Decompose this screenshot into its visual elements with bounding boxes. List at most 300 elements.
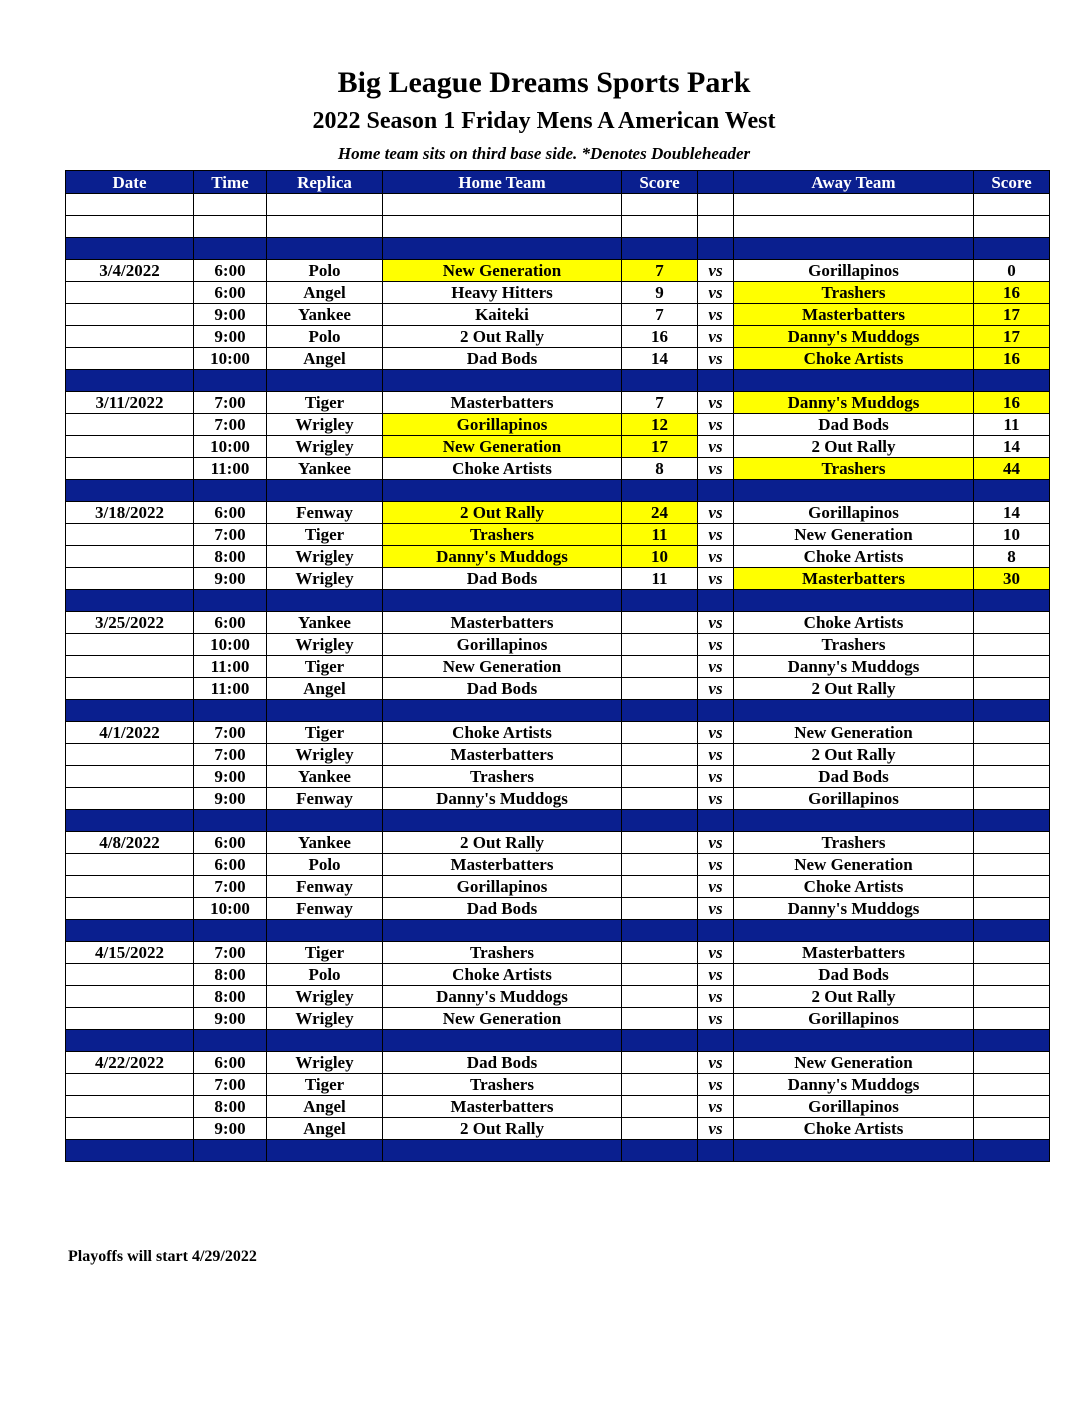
away-score: 44 [974, 458, 1050, 480]
home-team: Masterbatters [383, 392, 622, 414]
home-team: Heavy Hitters [383, 282, 622, 304]
game-time: 9:00 [194, 1008, 267, 1030]
game-field: Wrigley [267, 1008, 383, 1030]
vs-label: vs [698, 766, 734, 788]
col-away-team: Away Team [734, 171, 974, 194]
game-date [66, 458, 194, 480]
week-separator [66, 1030, 1050, 1052]
away-score: 16 [974, 348, 1050, 370]
away-score [974, 1118, 1050, 1140]
away-score: 14 [974, 436, 1050, 458]
home-score [622, 964, 698, 986]
home-score [622, 1096, 698, 1118]
vs-label: vs [698, 744, 734, 766]
game-field: Angel [267, 282, 383, 304]
vs-label: vs [698, 678, 734, 700]
game-time: 6:00 [194, 854, 267, 876]
col-time: Time [194, 171, 267, 194]
vs-label: vs [698, 942, 734, 964]
home-team: Dad Bods [383, 1052, 622, 1074]
away-score [974, 612, 1050, 634]
game-time: 9:00 [194, 766, 267, 788]
game-row [66, 722, 1050, 744]
game-time: 6:00 [194, 1052, 267, 1074]
away-score [974, 656, 1050, 678]
schedule-table [65, 170, 1050, 1162]
game-date [66, 568, 194, 590]
home-team: Gorillapinos [383, 876, 622, 898]
game-time: 11:00 [194, 656, 267, 678]
home-team: Gorillapinos [383, 634, 622, 656]
home-score [622, 656, 698, 678]
home-team: Dad Bods [383, 898, 622, 920]
game-time: 7:00 [194, 392, 267, 414]
vs-label: vs [698, 458, 734, 480]
away-team: Choke Artists [734, 612, 974, 634]
home-team: Danny's Muddogs [383, 986, 622, 1008]
home-team: Kaiteki [383, 304, 622, 326]
away-team: Dad Bods [734, 964, 974, 986]
vs-label: vs [698, 326, 734, 348]
home-score [622, 634, 698, 656]
away-team: Danny's Muddogs [734, 656, 974, 678]
game-date [66, 326, 194, 348]
game-field: Angel [267, 1096, 383, 1118]
blank-row [66, 216, 1050, 238]
vs-label: vs [698, 986, 734, 1008]
home-team: Trashers [383, 766, 622, 788]
vs-label: vs [698, 964, 734, 986]
game-date [66, 634, 194, 656]
game-field: Yankee [267, 832, 383, 854]
home-team: Masterbatters [383, 612, 622, 634]
game-date [66, 678, 194, 700]
away-score [974, 722, 1050, 744]
game-time: 10:00 [194, 348, 267, 370]
vs-label: vs [698, 722, 734, 744]
game-row [66, 348, 1050, 370]
game-date [66, 788, 194, 810]
col-away-score: Score [974, 171, 1050, 194]
away-score: 11 [974, 414, 1050, 436]
game-row [66, 1096, 1050, 1118]
game-date: 4/22/2022 [66, 1052, 194, 1074]
home-score [622, 678, 698, 700]
game-row [66, 898, 1050, 920]
col-replica: Replica [267, 171, 383, 194]
game-row [66, 832, 1050, 854]
game-field: Yankee [267, 612, 383, 634]
game-field: Tiger [267, 722, 383, 744]
vs-label: vs [698, 876, 734, 898]
game-date [66, 876, 194, 898]
home-score [622, 854, 698, 876]
away-score: 30 [974, 568, 1050, 590]
home-score [622, 788, 698, 810]
home-team: 2 Out Rally [383, 326, 622, 348]
game-date [66, 766, 194, 788]
schedule-note: Home team sits on third base side. *Denotes Doubleheader [337, 144, 751, 163]
away-team: Choke Artists [734, 876, 974, 898]
away-team: Danny's Muddogs [734, 898, 974, 920]
game-row [66, 766, 1050, 788]
game-field: Polo [267, 964, 383, 986]
game-field: Wrigley [267, 744, 383, 766]
away-team: Dad Bods [734, 766, 974, 788]
game-date: 3/11/2022 [66, 392, 194, 414]
game-row [66, 260, 1050, 282]
home-team: Choke Artists [383, 722, 622, 744]
vs-label: vs [698, 304, 734, 326]
game-row [66, 458, 1050, 480]
game-time: 6:00 [194, 612, 267, 634]
week-separator [66, 1140, 1050, 1162]
vs-label: vs [698, 392, 734, 414]
away-score [974, 678, 1050, 700]
game-field: Angel [267, 678, 383, 700]
home-score: 14 [622, 348, 698, 370]
game-date: 4/15/2022 [66, 942, 194, 964]
away-score [974, 1096, 1050, 1118]
away-score [974, 1008, 1050, 1030]
away-score [974, 876, 1050, 898]
game-row [66, 634, 1050, 656]
home-team: Trashers [383, 942, 622, 964]
vs-label: vs [698, 524, 734, 546]
game-time: 8:00 [194, 964, 267, 986]
home-team: Gorillapinos [383, 414, 622, 436]
away-team: Trashers [734, 832, 974, 854]
home-score: 7 [622, 260, 698, 282]
game-field: Fenway [267, 876, 383, 898]
home-score: 11 [622, 524, 698, 546]
game-time: 6:00 [194, 282, 267, 304]
col-home-team: Home Team [383, 171, 622, 194]
away-score [974, 1074, 1050, 1096]
week-separator [66, 370, 1050, 392]
game-date [66, 436, 194, 458]
page-title: Big League Dreams Sports Park [337, 66, 751, 99]
away-score [974, 942, 1050, 964]
game-row [66, 502, 1050, 524]
vs-label: vs [698, 1074, 734, 1096]
vs-label: vs [698, 1096, 734, 1118]
vs-label: vs [698, 260, 734, 282]
game-row [66, 612, 1050, 634]
home-score: 12 [622, 414, 698, 436]
game-row [66, 876, 1050, 898]
game-row [66, 788, 1050, 810]
vs-label: vs [698, 414, 734, 436]
schedule-body [66, 194, 1050, 1162]
game-date [66, 656, 194, 678]
home-score [622, 1074, 698, 1096]
away-score: 10 [974, 524, 1050, 546]
vs-label: vs [698, 788, 734, 810]
away-team: Danny's Muddogs [734, 392, 974, 414]
away-team: Gorillapinos [734, 502, 974, 524]
game-row [66, 1118, 1050, 1140]
game-time: 7:00 [194, 722, 267, 744]
vs-label: vs [698, 612, 734, 634]
away-score [974, 1052, 1050, 1074]
game-date [66, 986, 194, 1008]
home-team: Dad Bods [383, 348, 622, 370]
away-team: New Generation [734, 722, 974, 744]
home-team: Dad Bods [383, 678, 622, 700]
vs-label: vs [698, 436, 734, 458]
home-score [622, 1008, 698, 1030]
game-date: 3/25/2022 [66, 612, 194, 634]
game-row [66, 304, 1050, 326]
game-row [66, 414, 1050, 436]
away-team: Danny's Muddogs [734, 326, 974, 348]
game-field: Polo [267, 260, 383, 282]
game-row [66, 854, 1050, 876]
game-time: 7:00 [194, 876, 267, 898]
game-field: Polo [267, 854, 383, 876]
vs-label: vs [698, 502, 734, 524]
away-team: Gorillapinos [734, 788, 974, 810]
vs-label: vs [698, 634, 734, 656]
game-date: 4/1/2022 [66, 722, 194, 744]
home-team: New Generation [383, 656, 622, 678]
away-team: Choke Artists [734, 546, 974, 568]
game-field: Wrigley [267, 414, 383, 436]
game-row [66, 546, 1050, 568]
vs-label: vs [698, 1052, 734, 1074]
home-team: 2 Out Rally [383, 1118, 622, 1140]
away-team: 2 Out Rally [734, 986, 974, 1008]
blank-row [66, 194, 1050, 216]
game-date: 3/4/2022 [66, 260, 194, 282]
game-field: Tiger [267, 656, 383, 678]
away-team: 2 Out Rally [734, 436, 974, 458]
home-score [622, 744, 698, 766]
game-row [66, 1008, 1050, 1030]
away-team: Gorillapinos [734, 1008, 974, 1030]
vs-label: vs [698, 898, 734, 920]
home-score: 9 [622, 282, 698, 304]
game-time: 9:00 [194, 788, 267, 810]
game-date [66, 282, 194, 304]
away-team: Masterbatters [734, 304, 974, 326]
col-vs [698, 171, 734, 194]
game-field: Yankee [267, 304, 383, 326]
vs-label: vs [698, 832, 734, 854]
vs-label: vs [698, 1008, 734, 1030]
game-time: 7:00 [194, 942, 267, 964]
game-field: Fenway [267, 788, 383, 810]
vs-label: vs [698, 348, 734, 370]
away-score: 0 [974, 260, 1050, 282]
game-field: Fenway [267, 502, 383, 524]
away-team: Gorillapinos [734, 260, 974, 282]
home-score: 8 [622, 458, 698, 480]
game-field: Wrigley [267, 546, 383, 568]
away-score [974, 964, 1050, 986]
home-team: Danny's Muddogs [383, 546, 622, 568]
game-time: 6:00 [194, 832, 267, 854]
game-date [66, 304, 194, 326]
away-team: New Generation [734, 854, 974, 876]
game-row [66, 436, 1050, 458]
game-row [66, 744, 1050, 766]
game-time: 8:00 [194, 546, 267, 568]
away-team: Danny's Muddogs [734, 1074, 974, 1096]
home-team: New Generation [383, 436, 622, 458]
game-field: Polo [267, 326, 383, 348]
home-team: Masterbatters [383, 854, 622, 876]
game-date [66, 964, 194, 986]
home-team: 2 Out Rally [383, 502, 622, 524]
home-team: 2 Out Rally [383, 832, 622, 854]
game-row [66, 524, 1050, 546]
away-score [974, 766, 1050, 788]
away-score [974, 986, 1050, 1008]
game-time: 11:00 [194, 678, 267, 700]
home-score: 7 [622, 304, 698, 326]
game-time: 6:00 [194, 502, 267, 524]
game-time: 7:00 [194, 524, 267, 546]
game-time: 7:00 [194, 744, 267, 766]
vs-label: vs [698, 1118, 734, 1140]
home-score: 7 [622, 392, 698, 414]
game-row [66, 942, 1050, 964]
game-field: Wrigley [267, 634, 383, 656]
game-field: Angel [267, 1118, 383, 1140]
away-team: Masterbatters [734, 568, 974, 590]
vs-label: vs [698, 854, 734, 876]
game-time: 10:00 [194, 436, 267, 458]
week-separator [66, 700, 1050, 722]
col-date: Date [66, 171, 194, 194]
away-score: 17 [974, 326, 1050, 348]
week-separator [66, 238, 1050, 260]
game-date [66, 1096, 194, 1118]
game-time: 8:00 [194, 986, 267, 1008]
vs-label: vs [698, 546, 734, 568]
page-subtitle: 2022 Season 1 Friday Mens A American West [312, 108, 776, 134]
game-row [66, 392, 1050, 414]
away-team: Choke Artists [734, 1118, 974, 1140]
home-score [622, 876, 698, 898]
home-score: 24 [622, 502, 698, 524]
game-date [66, 414, 194, 436]
away-team: New Generation [734, 524, 974, 546]
home-score: 16 [622, 326, 698, 348]
away-team: Masterbatters [734, 942, 974, 964]
away-score: 14 [974, 502, 1050, 524]
home-score [622, 766, 698, 788]
week-separator [66, 810, 1050, 832]
game-date: 4/8/2022 [66, 832, 194, 854]
game-row [66, 656, 1050, 678]
vs-label: vs [698, 568, 734, 590]
game-date [66, 1074, 194, 1096]
game-field: Yankee [267, 458, 383, 480]
game-date [66, 854, 194, 876]
away-team: Trashers [734, 634, 974, 656]
game-field: Tiger [267, 1074, 383, 1096]
game-date [66, 348, 194, 370]
away-score [974, 744, 1050, 766]
away-score: 16 [974, 392, 1050, 414]
away-score: 16 [974, 282, 1050, 304]
away-team: Dad Bods [734, 414, 974, 436]
game-row [66, 326, 1050, 348]
game-time: 8:00 [194, 1096, 267, 1118]
home-score: 17 [622, 436, 698, 458]
col-home-score: Score [622, 171, 698, 194]
game-field: Wrigley [267, 568, 383, 590]
away-score: 17 [974, 304, 1050, 326]
away-team: New Generation [734, 1052, 974, 1074]
game-field: Tiger [267, 942, 383, 964]
game-field: Tiger [267, 392, 383, 414]
playoffs-note: Playoffs will start 4/29/2022 [68, 1248, 257, 1265]
away-score [974, 832, 1050, 854]
week-separator [66, 590, 1050, 612]
home-score [622, 722, 698, 744]
home-team: Choke Artists [383, 964, 622, 986]
away-team: Trashers [734, 282, 974, 304]
game-row [66, 678, 1050, 700]
home-team: New Generation [383, 1008, 622, 1030]
game-time: 9:00 [194, 326, 267, 348]
home-team: Masterbatters [383, 744, 622, 766]
away-score: 8 [974, 546, 1050, 568]
game-field: Wrigley [267, 436, 383, 458]
home-score [622, 986, 698, 1008]
vs-label: vs [698, 656, 734, 678]
game-time: 6:00 [194, 260, 267, 282]
game-field: Yankee [267, 766, 383, 788]
game-time: 10:00 [194, 898, 267, 920]
game-field: Wrigley [267, 1052, 383, 1074]
away-team: 2 Out Rally [734, 744, 974, 766]
home-score: 11 [622, 568, 698, 590]
game-field: Tiger [267, 524, 383, 546]
game-row [66, 282, 1050, 304]
game-time: 11:00 [194, 458, 267, 480]
game-date: 3/18/2022 [66, 502, 194, 524]
away-team: Trashers [734, 458, 974, 480]
game-row [66, 964, 1050, 986]
home-score [622, 1118, 698, 1140]
away-score [974, 854, 1050, 876]
game-date [66, 1118, 194, 1140]
away-team: 2 Out Rally [734, 678, 974, 700]
game-time: 9:00 [194, 304, 267, 326]
game-time: 9:00 [194, 1118, 267, 1140]
home-score [622, 832, 698, 854]
game-date [66, 744, 194, 766]
vs-label: vs [698, 282, 734, 304]
home-team: Choke Artists [383, 458, 622, 480]
away-score [974, 898, 1050, 920]
game-time: 9:00 [194, 568, 267, 590]
home-score [622, 942, 698, 964]
game-field: Angel [267, 348, 383, 370]
game-time: 7:00 [194, 1074, 267, 1096]
home-team: Masterbatters [383, 1096, 622, 1118]
game-time: 7:00 [194, 414, 267, 436]
home-team: New Generation [383, 260, 622, 282]
game-date [66, 898, 194, 920]
game-date [66, 1008, 194, 1030]
game-row [66, 1074, 1050, 1096]
